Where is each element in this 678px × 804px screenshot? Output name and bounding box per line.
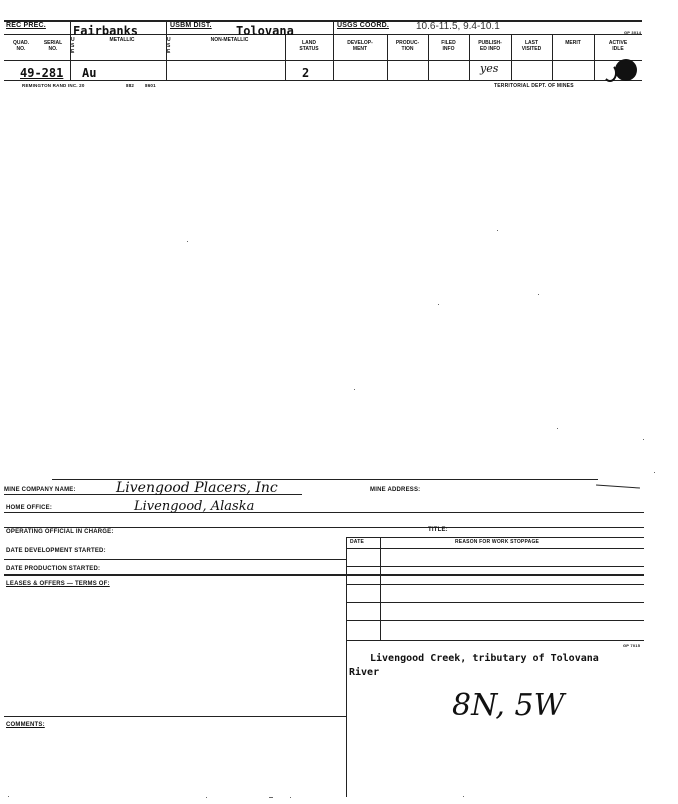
rec-prec-label: REC PREC. (6, 22, 46, 29)
speck (463, 796, 464, 797)
title-label: TITLE: (428, 527, 448, 533)
published-info-value: yes (480, 62, 499, 75)
mine-company-value: Livengood Placers, Inc (116, 480, 278, 496)
land-status-value: 2 (302, 66, 310, 80)
speck (187, 241, 188, 242)
speck (643, 439, 644, 440)
non-metallic-header: NON-METALLIC (210, 37, 249, 43)
speck (538, 294, 539, 295)
form-number-top: GP 3014 (624, 30, 642, 35)
location-line-2: River (349, 667, 380, 678)
footer-code-1: 882 (126, 83, 135, 88)
last-visited-header: LAST VISITED (521, 40, 542, 52)
reason-column-header: REASON FOR WORK STOPPAGE (455, 539, 540, 545)
date-production-label: DATE PRODUCTION STARTED: (6, 566, 101, 572)
footer-left: REMINGTON RAND INC. 20 (22, 83, 85, 88)
usbm-dist-value: Tolovana (236, 24, 294, 38)
merit-header: MERIT (565, 40, 581, 46)
published-info-header: PUBLISH- ED INFO (478, 40, 502, 52)
speck (654, 472, 655, 473)
location-line-1: Livengood Creek, tributary of Tolovana (370, 653, 599, 664)
date-development-label: DATE DEVELOPMENT STARTED: (6, 548, 106, 554)
quad-serial-value: 49-281 (20, 66, 64, 80)
mine-company-label: MINE COMPANY NAME: (4, 487, 76, 493)
filed-info-header: FILED INFO (441, 40, 456, 52)
operating-official-label: OPERATING OFFICIAL IN CHARGE: (6, 529, 114, 535)
speck (269, 797, 273, 798)
comments-label: COMMENTS: (6, 722, 45, 728)
form-number-bottom: GP 7015 (623, 643, 641, 648)
usgs-coord-label: USGS COORD. (337, 22, 389, 29)
speck (557, 428, 558, 429)
serial-no-header: SERIAL NO. (43, 40, 63, 52)
speck (8, 796, 9, 797)
speck (497, 230, 498, 231)
home-office-label: HOME OFFICE: (6, 505, 53, 511)
speck (206, 797, 207, 798)
date-column-header: DATE (350, 539, 365, 545)
metallic-header: METALLIC (109, 37, 135, 43)
speck (290, 797, 291, 798)
production-header: PRODUC- TION (395, 40, 420, 52)
home-office-value: Livengood, Alaska (134, 499, 255, 514)
active-idle-header: ACTIVE IDLE (608, 40, 628, 52)
rec-prec-value: Fairbanks (73, 24, 139, 38)
active-idle-dot (615, 59, 637, 81)
usbm-dist-label: USBM DIST. (170, 22, 212, 29)
usgs-coord-value: 10.6-11.5, 9.4-10.1 (416, 21, 500, 32)
leases-offers-label: LEASES & OFFERS — TERMS OF: (6, 581, 110, 587)
footer-right: TERRITORIAL DEPT. OF MINES (494, 83, 574, 89)
speck (354, 389, 355, 390)
development-header: DEVELOP- MENT (347, 40, 373, 52)
use-letters-nonmetallic: U S E (167, 37, 171, 55)
use-letters-metallic: U S E (71, 37, 75, 55)
metallic-value: Au (82, 66, 97, 80)
mine-address-label: MINE ADDRESS: (370, 487, 421, 493)
speck (438, 304, 439, 305)
quad-no-header: QUAD. NO. (12, 40, 30, 52)
footer-code-2: 8601 (145, 83, 156, 88)
township-range-value: 8N, 5W (452, 688, 565, 723)
land-status-header: LAND STATUS (299, 40, 319, 52)
